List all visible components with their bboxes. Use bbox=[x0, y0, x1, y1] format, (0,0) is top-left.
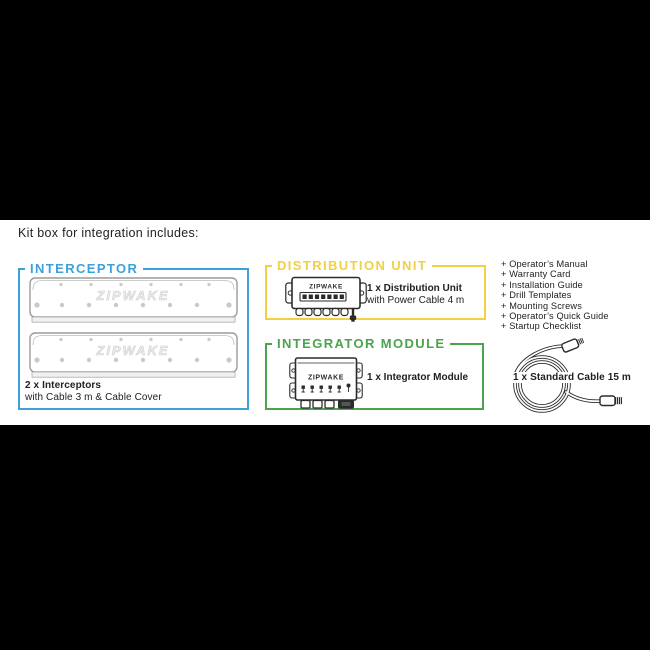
distribution-unit-section-title: DISTRIBUTION UNIT bbox=[272, 258, 432, 274]
interceptor-caption bbox=[25, 380, 162, 403]
list-item: + Operator’s Manual bbox=[501, 259, 588, 269]
interceptor-illustration-1 bbox=[29, 277, 238, 324]
interceptor-section-title: INTERCEPTOR bbox=[25, 261, 143, 277]
standard-cable-figure bbox=[500, 332, 650, 424]
distribution-unit-section bbox=[265, 258, 486, 320]
list-item: + Warranty Card bbox=[501, 269, 571, 280]
integrator-module-section bbox=[265, 336, 484, 410]
integrator-module-logo: ZIPWAKE bbox=[307, 374, 345, 382]
distribution-unit-detail: with Power Cable 4 m bbox=[367, 294, 465, 306]
interceptor-ghost-logo: ZIPWAKE bbox=[96, 343, 170, 358]
distribution-unit-illustration bbox=[285, 276, 367, 322]
page-title: Kit box for integration includes: bbox=[18, 226, 199, 240]
included-accessories-list bbox=[501, 259, 609, 332]
power-cable bbox=[350, 309, 356, 322]
distribution-unit-connectors bbox=[296, 309, 348, 316]
cable-connector-bottom bbox=[600, 396, 622, 406]
integrator-module-connectors bbox=[301, 400, 354, 409]
interceptor-illustration-2 bbox=[29, 332, 238, 379]
standard-cable-label: 1 x Standard Cable 15 m bbox=[513, 372, 631, 383]
distribution-unit-body bbox=[286, 278, 366, 309]
kit-diagram-canvas bbox=[0, 220, 650, 425]
cable-connector-top bbox=[561, 336, 585, 353]
list-item: + Drill Templates bbox=[501, 290, 572, 301]
integrator-module-section-title: INTEGRATOR MODULE bbox=[272, 336, 450, 352]
integrator-module-illustration bbox=[289, 356, 363, 411]
list-item: + Mounting Screws bbox=[501, 300, 582, 311]
list-item: + Installation Guide bbox=[501, 279, 583, 290]
distribution-unit-caption bbox=[367, 283, 464, 306]
list-item: + Operator’s Quick Guide bbox=[501, 311, 609, 322]
interceptor-ghost-logo: ZIPWAKE bbox=[96, 288, 170, 303]
distribution-unit-logo: ZIPWAKE bbox=[309, 283, 343, 291]
integrator-module-quantity: 1 x Integrator Module bbox=[367, 372, 469, 383]
interceptor-section bbox=[18, 261, 249, 410]
interceptor-quantity: 2 x Interceptors bbox=[25, 380, 102, 391]
interceptor-detail: with Cable 3 m & Cable Cover bbox=[25, 391, 162, 403]
distribution-unit-ports bbox=[303, 295, 344, 300]
distribution-unit-quantity: 1 x Distribution Unit bbox=[367, 283, 462, 294]
list-item: + Startup Checklist bbox=[501, 321, 582, 332]
